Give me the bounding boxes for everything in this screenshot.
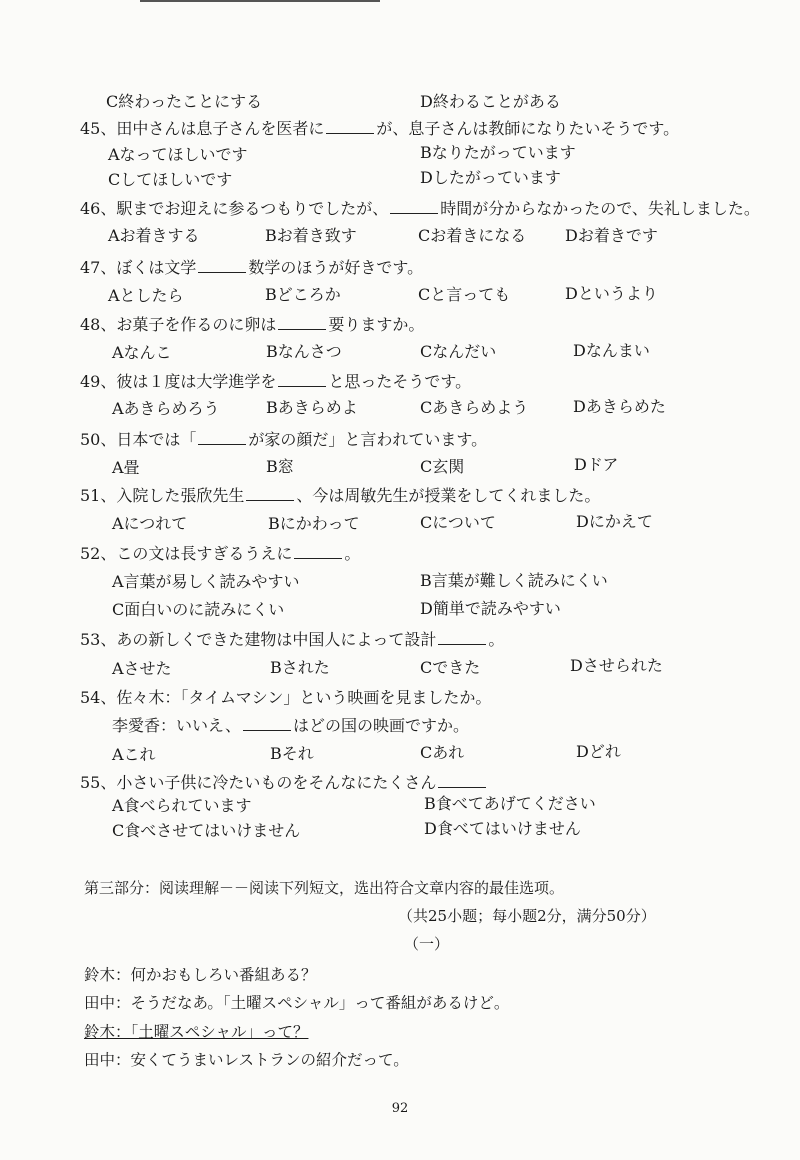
answer-blank xyxy=(390,199,438,214)
section-title: 第三部分：阅读理解－－阅读下列短文，选出符合文章内容的最佳选项。 xyxy=(84,879,565,897)
q51-option-a: Aにつれて xyxy=(112,514,188,533)
q54-stem-line2: 李愛香：いいえ、 はどの国の映画ですか。 xyxy=(112,716,469,735)
answer-blank xyxy=(438,773,486,788)
q52-option-d: D簡単で読みやすい xyxy=(420,599,561,618)
q51-option-d: Dにかえて xyxy=(576,512,653,531)
q53-stem: 53、あの新しくできた建物は中国人によって設計 。 xyxy=(80,630,505,649)
q54-option-c: Cあれ xyxy=(420,743,465,762)
answer-blank xyxy=(198,430,246,445)
q47-option-d: Dというより xyxy=(565,284,658,303)
q46-option-d: Dお着きです xyxy=(565,226,658,245)
section-score: （共25小题；每小题2分，满分50分） xyxy=(398,907,656,925)
top-rule xyxy=(140,0,380,2)
q53-number: 53、 xyxy=(80,630,117,649)
q50-option-a: A畳 xyxy=(112,458,140,477)
q49-option-b: Bあきらめよ xyxy=(266,398,358,417)
q49-stem: 49、彼は１度は大学進学を と思ったそうです。 xyxy=(80,372,472,391)
q46-option-b: Bお着き致す xyxy=(265,226,357,245)
answer-blank xyxy=(246,486,294,501)
q52-option-b: B言葉が難しく読みにくい xyxy=(420,571,608,590)
q54-stem: 54、佐々木：「タイムマシン」という映画を見ましたか。 xyxy=(80,688,492,707)
q55-option-c: C食べさせてはいけません xyxy=(112,821,301,840)
answer-blank xyxy=(198,258,246,273)
dialogue-line: 鈴木：何かおもしろい番組ある？ xyxy=(84,966,317,984)
q48-option-d: Dなんまい xyxy=(573,341,650,360)
q54-option-d: Dどれ xyxy=(576,742,621,761)
q53-option-b: Bされた xyxy=(270,658,330,677)
q53-option-c: Cできた xyxy=(420,658,481,677)
q45-option-c: Cしてほしいです xyxy=(108,170,233,189)
q54-number: 54、 xyxy=(80,688,117,707)
q51-option-c: Cについて xyxy=(420,513,496,532)
q46-stem: 46、駅までお迎えに参るつもりでしたが、 時間が分からなかったので、失礼しました。 xyxy=(80,199,760,218)
q45-option-a: Aなってほしいです xyxy=(108,145,248,164)
q54-option-a: Aこれ xyxy=(112,745,156,764)
q50-option-b: B窓 xyxy=(266,457,294,476)
q51-stem: 51、入院した張欣先生 、今は周敏先生が授業をしてくれました。 xyxy=(80,486,601,505)
q52-option-a: A言葉が易しく読みやすい xyxy=(112,572,300,591)
q46-option-c: Cお着きになる xyxy=(418,226,527,245)
answer-blank xyxy=(278,372,326,387)
q53-option-d: Dさせられた xyxy=(570,656,663,675)
answer-blank xyxy=(294,544,342,559)
q55-option-a: A食べられています xyxy=(112,796,252,815)
q46-number: 46、 xyxy=(80,199,117,218)
q45-number: 45、 xyxy=(80,119,117,138)
q53-option-a: Aさせた xyxy=(112,659,172,678)
q46-option-a: Aお着きする xyxy=(108,226,200,245)
q47-option-c: Cと言っても xyxy=(418,285,511,304)
q49-option-d: Dあきらめた xyxy=(573,397,666,416)
q45-option-b: Bなりたがっています xyxy=(420,143,576,162)
q44-option-c: C終わったことにする xyxy=(106,92,263,111)
dialogue-line: 田中：そうだなあ。「土曜スペシャル」って番組があるけど。 xyxy=(84,994,510,1012)
q47-number: 47、 xyxy=(80,258,117,277)
q48-stem: 48、お菓子を作るのに卵は 要りますか。 xyxy=(80,315,425,334)
q47-option-a: Aとしたら xyxy=(108,286,184,305)
q45-stem: 45、田中さんは息子さんを医者に が、息子さんは教師になりたいそうです。 xyxy=(80,119,680,138)
page-number: 92 xyxy=(391,1101,409,1116)
q48-number: 48、 xyxy=(80,315,117,334)
q49-option-c: Cあきらめよう xyxy=(420,398,529,417)
q48-option-c: Cなんだい xyxy=(420,342,497,361)
q52-stem: 52、この文は長すぎるうえに 。 xyxy=(80,544,361,563)
q49-number: 49、 xyxy=(80,372,117,391)
q51-option-b: Bにかわって xyxy=(268,514,360,533)
q52-number: 52、 xyxy=(80,544,117,563)
q55-stem: 55、小さい子供に冷たいものをそんなにたくさん xyxy=(80,773,488,793)
q48-option-a: Aなんこ xyxy=(112,343,172,362)
dialogue-line-underlined: 鈴木：「土曜スペシャル」って？ xyxy=(84,1023,309,1041)
q49-option-a: Aあきらめろう xyxy=(112,399,220,418)
q55-option-b: B食べてあげてください xyxy=(424,794,596,813)
answer-blank xyxy=(438,630,486,645)
q50-stem: 50、日本では「 が家の顔だ」と言われています。 xyxy=(80,430,488,449)
q47-stem: 47、ぼくは文学 数学のほうが好きです。 xyxy=(80,258,424,277)
q44-option-d: D終わることがある xyxy=(420,92,561,111)
q55-number: 55、 xyxy=(80,773,117,792)
q52-option-c: C面白いのに読みにくい xyxy=(112,600,285,619)
q50-option-c: C玄関 xyxy=(420,457,465,476)
answer-blank xyxy=(243,716,291,731)
q55-option-d: D食べてはいけません xyxy=(424,819,581,838)
answer-blank xyxy=(278,315,326,330)
answer-blank xyxy=(326,119,374,134)
q47-option-b: Bどころか xyxy=(265,285,341,304)
q50-option-d: Dドア xyxy=(574,455,619,474)
q54-option-b: Bそれ xyxy=(270,744,314,763)
q48-option-b: Bなんさつ xyxy=(266,342,342,361)
q50-number: 50、 xyxy=(80,430,117,449)
dialogue-line: 田中：安くてうまいレストランの紹介だって。 xyxy=(84,1051,409,1069)
q51-number: 51、 xyxy=(80,486,117,505)
q45-option-d: Dしたがっています xyxy=(420,168,561,187)
passage-number: （一） xyxy=(404,935,450,953)
